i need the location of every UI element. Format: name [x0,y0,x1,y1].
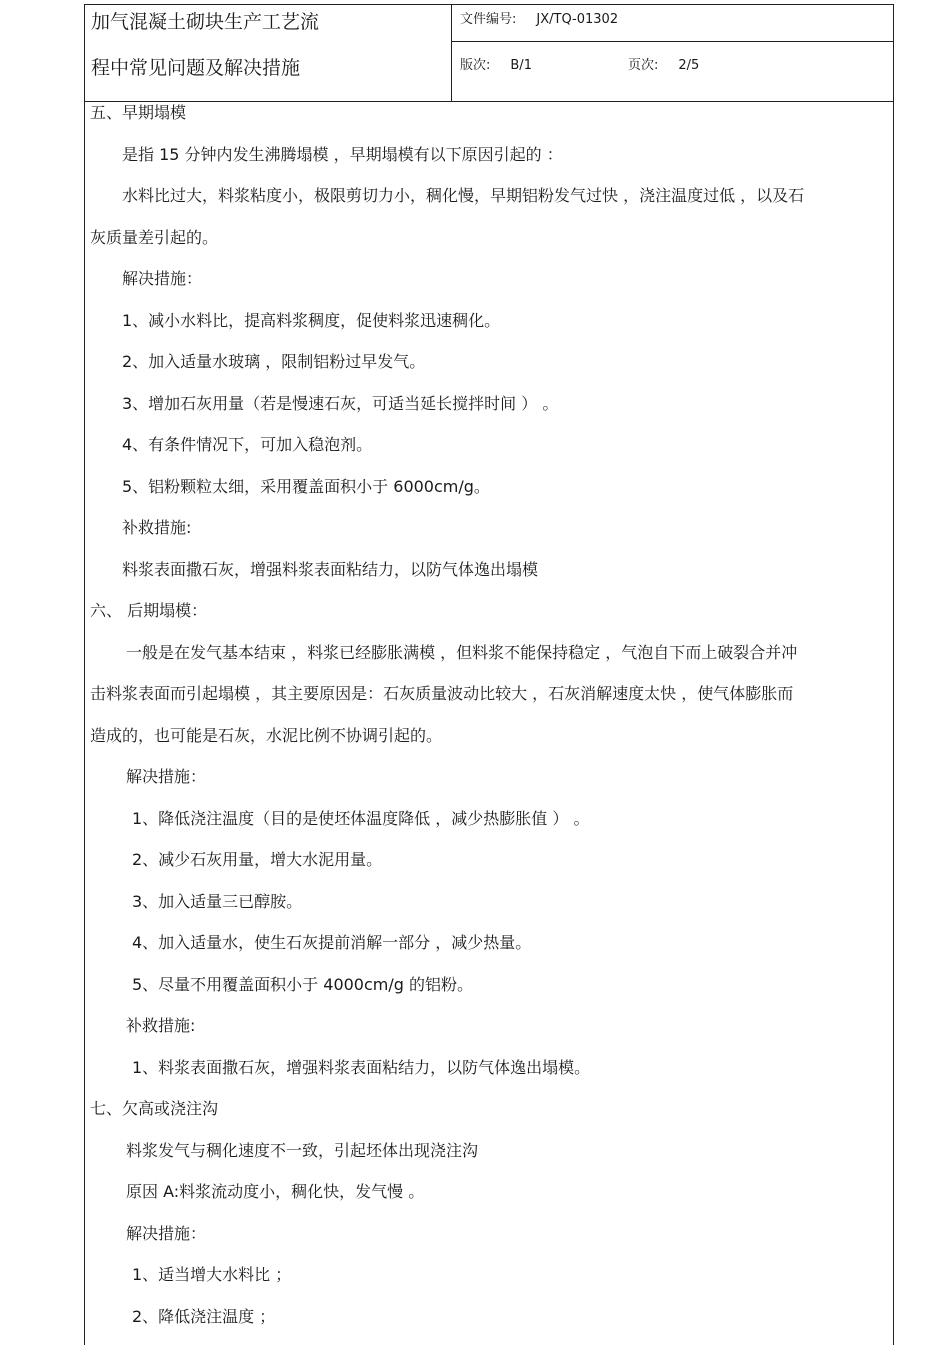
version-label: 版次: [460,58,491,73]
section-heading: 五、早期塌模 [90,103,187,122]
paragraph-line: 击料浆表面而引起塌模 ，其主要原因是：石灰质量波动比较大 ，石灰消解速度太快 ，使气体膨胀而 [90,684,794,703]
paragraph-line: 是指 15 分钟内发生沸腾塌模 ，早期塌模有以下原因引起的 ： [122,145,563,164]
list-item: 3、加入适量三已醇胺。 [132,892,303,911]
page-value: 2/5 [678,58,700,73]
paragraph-line: 一般是在发气基本结束 ，料浆已经膨胀满模 ，但料浆不能保持稳定 ，气泡自下而上破裂合并冲 [126,643,798,662]
doc-number-row [452,5,893,42]
list-item: 5、尽量不用覆盖面积小于 4000cm/g 的铝粉。 [132,975,474,994]
list-item: 3、增加石灰用量（若是慢速石灰，可适当延长搅拌时间 ） 。 [122,394,559,413]
title-cell [85,5,452,101]
version-page-row [452,42,893,101]
list-item: 1、适当增大水料比 ； [132,1265,292,1284]
document-header [84,4,894,102]
list-item: 2、减少石灰用量，增大水泥用量。 [132,850,383,869]
paragraph-line: 原因 A:料浆流动度小，稠化快，发气慢 。 [126,1182,425,1201]
sub-heading: 解决措施： [126,767,207,786]
doc-number-label: 文件编号: [460,12,517,27]
list-item: 1、降低浇注温度（目的是使坯体温度降低 ，减少热膨胀值 ） 。 [132,809,590,828]
list-item: 5、铝粉颗粒太细，采用覆盖面积小于 6000cm/g。 [122,477,490,496]
document-title-line-2: 程中常见问题及解决措施 [91,57,301,79]
list-item: 4、有条件情况下，可加入稳泡剂。 [122,435,373,454]
paragraph-line: 料浆表面撒石灰，增强料浆表面粘结力，以防气体逸出塌模 [122,560,539,579]
sub-heading: 解决措施： [122,269,203,288]
paragraph-line: 造成的，也可能是石灰，水泥比例不协调引起的。 [90,726,443,745]
section-heading: 六、 后期塌模： [90,601,208,620]
list-item: 2、降低浇注温度 ； [132,1307,276,1326]
section-heading: 七、欠高或浇注沟 [90,1099,219,1118]
page-label: 页次: [627,58,659,73]
doc-number-value: JX/TQ-01302 [536,12,619,27]
list-item: 1、料浆表面撒石灰，增强料浆表面粘结力，以防气体逸出塌模。 [132,1058,591,1077]
sub-heading: 补救措施: [122,518,192,537]
sub-heading: 补救措施: [126,1016,196,1035]
version-value: B/1 [510,58,532,73]
page-item [628,54,699,101]
sub-heading: 解决措施： [126,1224,207,1243]
paragraph-line: 料浆发气与稠化速度不一致，引起坯体出现浇注沟 [126,1141,479,1160]
paragraph-line: 水料比过大，料浆粘度小，极限剪切力小，稠化慢，早期铝粉发气过快 ，浇注温度过低 ，以及石 [122,186,805,205]
paragraph-line: 灰质量差引起的。 [90,228,219,247]
list-item: 4、加入适量水，使生石灰提前消解一部分 ，减少热量。 [132,933,532,952]
list-item: 1、减小水料比，提高料浆稠度，促使料浆迅速稠化。 [122,311,501,330]
version-item [460,54,532,101]
list-item: 2、加入适量水玻璃 ，限制铝粉过早发气。 [122,352,426,371]
meta-cell [452,5,893,101]
document-title-line-1: 加气混凝土砌块生产工艺流 [91,11,320,33]
